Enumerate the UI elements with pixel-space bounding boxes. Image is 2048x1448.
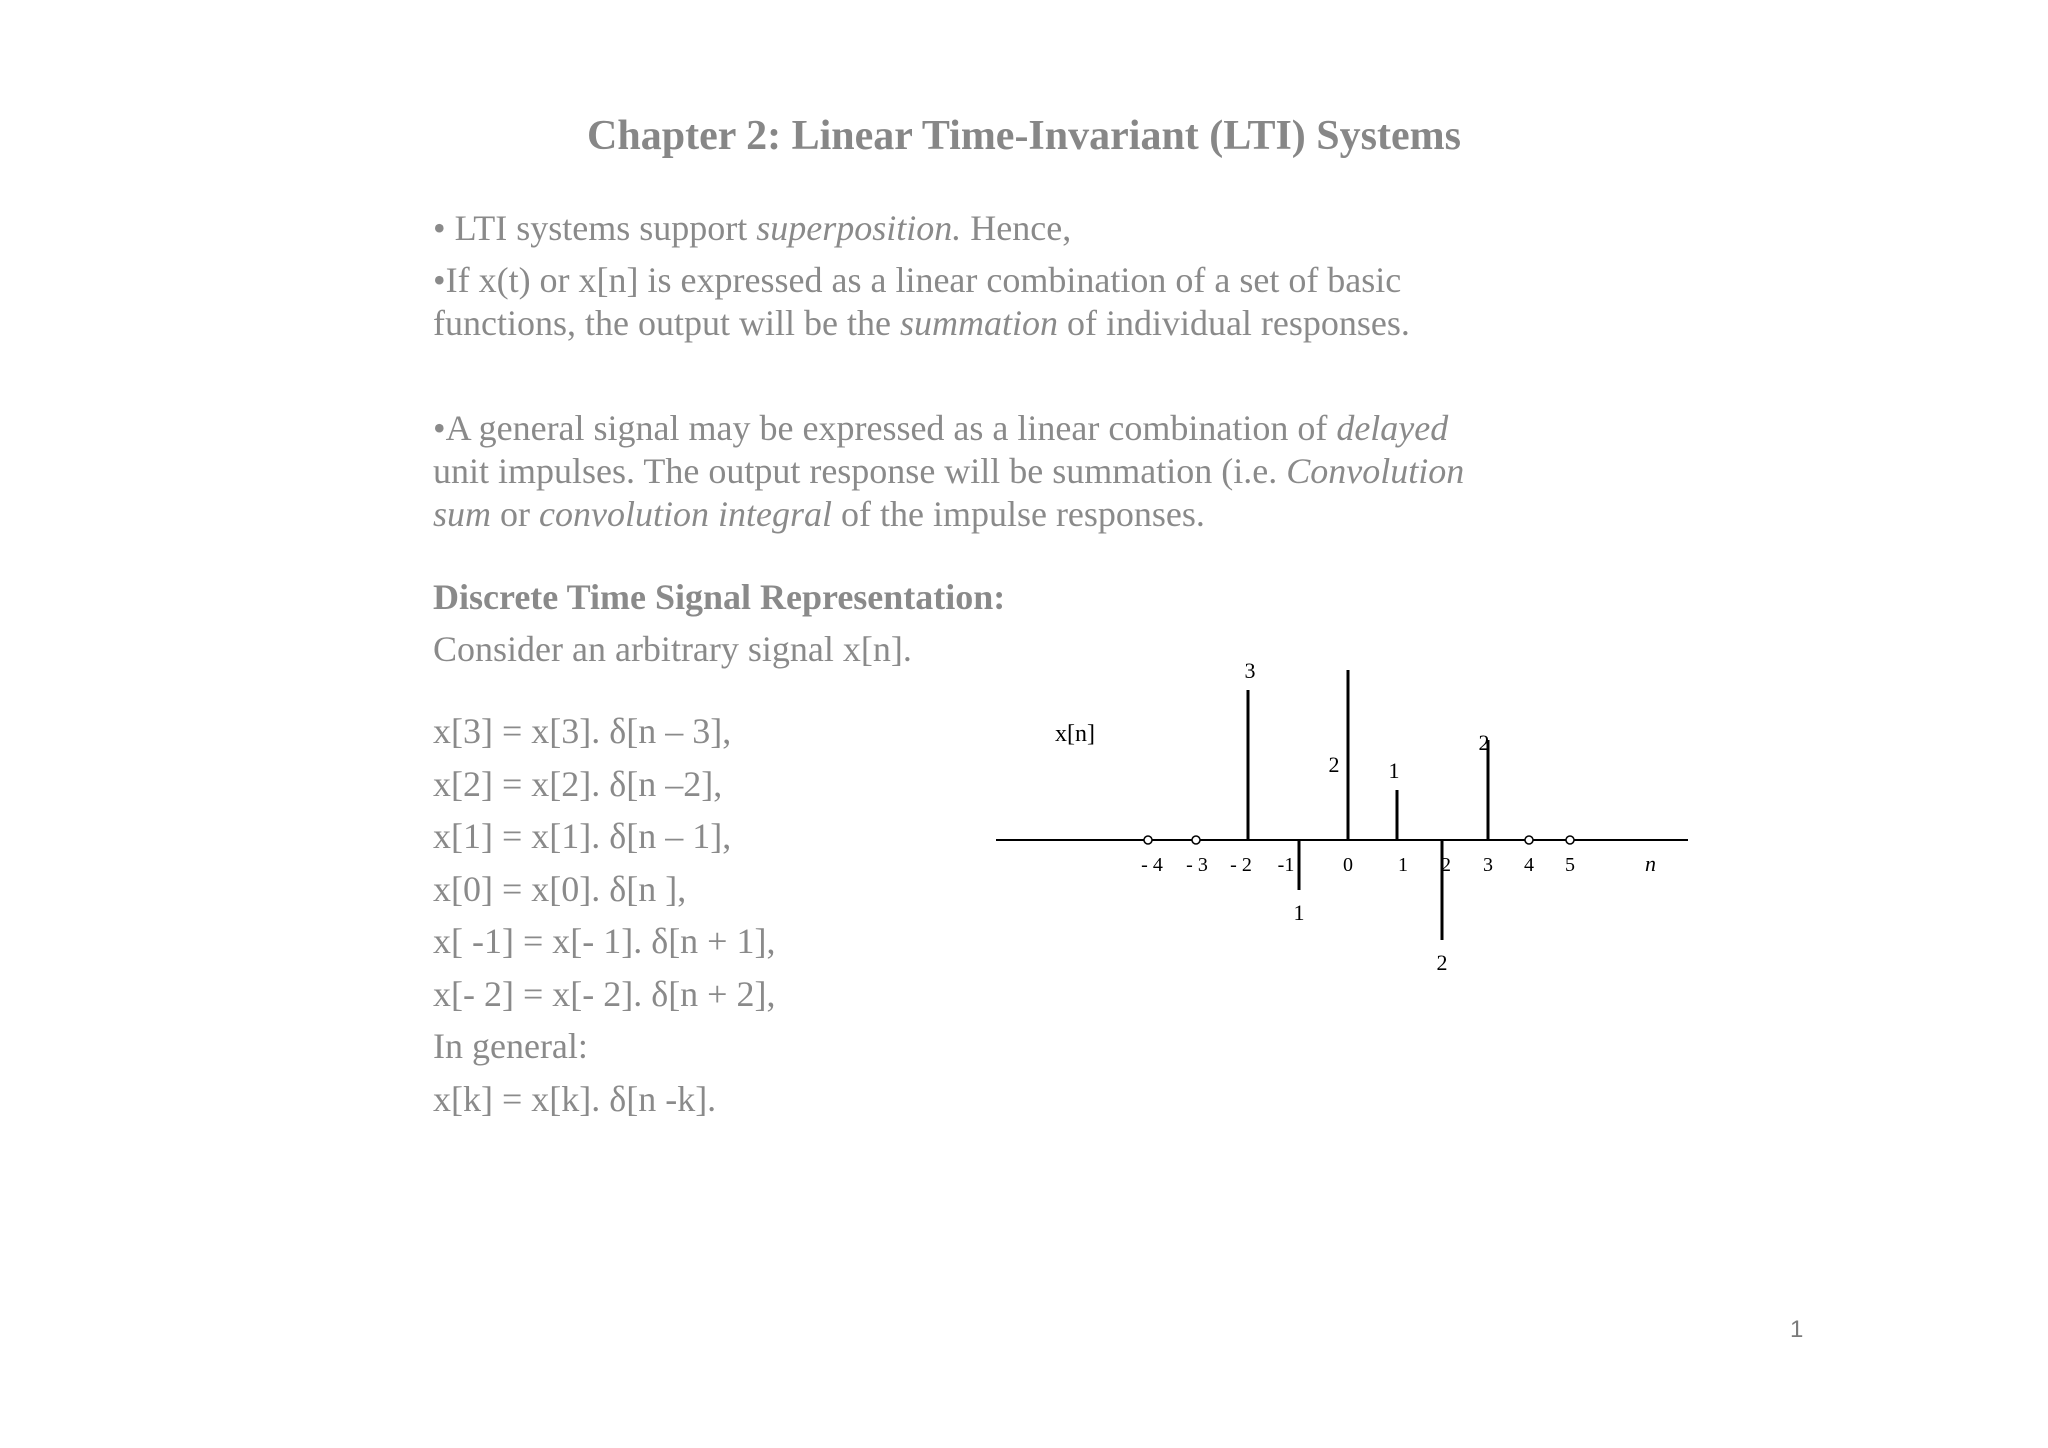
bullet-3-convolution-integral: convolution integral [539,494,832,534]
equation-line: x[1] = x[1]. δ[n – 1], [433,816,732,856]
tick-label--4: - 4 [1141,854,1163,876]
value-label--2: 3 [1244,658,1256,683]
bullet-1-emphasis: superposition. [756,208,962,248]
zero-marker--4 [1144,836,1152,844]
bullet-3-line-3-suffix: of the impulse responses. [831,494,1205,534]
tick-label--3: - 3 [1186,854,1208,876]
equation-line: x[0] = x[0]. δ[n ], [433,868,687,909]
tick-label-3: 3 [1483,854,1493,876]
equation-line: x[k] = x[k]. δ[n -k]. [433,1078,717,1119]
equation-line: x[ -1] = x[- 1]. δ[n + 1], [433,921,776,961]
tick-label--2: - 2 [1230,854,1252,876]
bullet-3-or: or [491,494,540,534]
tick-label--1: -1 [1277,854,1295,876]
bullet-1-text: • LTI systems support [433,208,757,248]
tick-label-2: 2 [1441,854,1451,876]
value-label-1: 1 [1388,758,1400,783]
bullet-3-delayed: delayed [1336,408,1449,448]
bullet-3-line-2: unit impulses. The output response will be summation (i.e. [433,451,1287,491]
value-label-2: 2 [1436,950,1448,975]
value-label-3: 2 [1478,730,1490,755]
tick-label-5: 5 [1565,854,1575,876]
value-label-0: 2 [1328,752,1340,777]
bullet-2-line-2: functions, the output will be the [433,303,900,343]
stem-group [1248,670,1488,940]
y-axis-label: x[n] [1055,721,1095,747]
value-label-group [1245,658,1490,975]
bullet-3-line-1: •A general signal may be expressed as a linear combination of [433,408,1337,448]
equation-line: x[3] = x[3]. δ[n – 3], [433,711,732,751]
tick-label-1: 1 [1398,854,1408,876]
zero-marker--3 [1192,836,1200,844]
section-heading: Discrete Time Signal Representation: [433,577,1006,617]
page-title: Chapter 2: Linear Time-Invariant (LTI) Systems [587,113,1461,159]
equation-line: x[- 2] = x[- 2]. δ[n + 2], [433,973,776,1014]
tick-label-0: 0 [1343,854,1353,876]
tick-label-group [1141,854,1575,876]
x-axis-label: n [1645,851,1656,876]
equation-line: In general: [433,1026,588,1066]
value-label--1: 1 [1293,900,1305,925]
tick-label-4: 4 [1524,854,1534,876]
bullet-2-emphasis: summation [899,303,1058,343]
bullet-3-convolution: Convolution [1286,451,1465,491]
equation-line: x[2] = x[2]. δ[n –2], [433,763,723,804]
bullet-1-suffix: Hence, [961,208,1072,248]
bullet-2-suffix: of individual responses. [1057,303,1410,343]
zero-marker-4 [1525,836,1533,844]
consider-text: Consider an arbitrary signal x[n]. [433,629,912,669]
bullet-2-line-1: •If x(t) or x[n] is expressed as a linear combination of a set of basic [433,260,1402,300]
bullet-3-sum: sum [433,494,492,534]
zero-marker-5 [1566,836,1574,844]
page-number: 1 [1790,1316,1804,1343]
